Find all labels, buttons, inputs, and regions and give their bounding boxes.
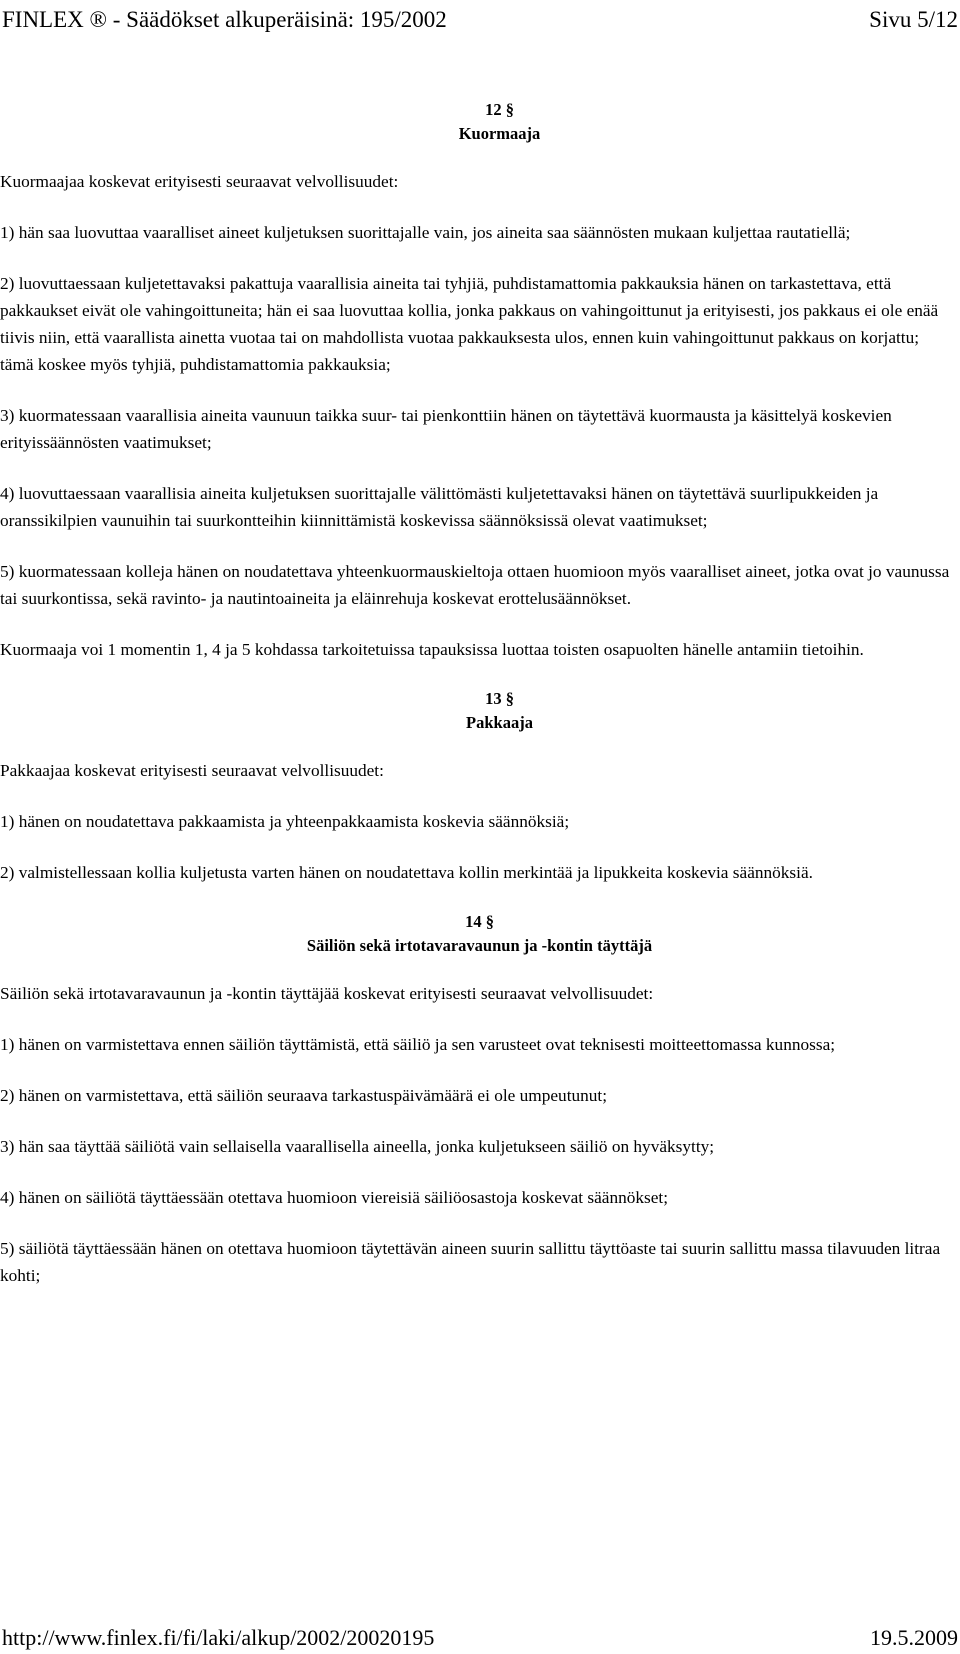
paragraph: 4) luovuttaessaan vaarallisia aineita kuljetuksen suorittajalle välittömästi kuljetettavaksi hänen on täytettävä suurlipukkeiden ja oranssikilpien vaunuihin tai suurkontteihin kiinnittämistä koskevissa säännöksissä olevat vaatimukset; [0,484,879,530]
paragraph: 1) hänen on noudatettava pakkaamista ja yhteenpakkaamista koskevia säännöksiä; [0,812,570,831]
paragraph: 4) hänen on säiliötä täyttäessään otettava huomioon viereisiä säiliöosastoja koskevat säännökset; [0,1188,669,1207]
paragraph: 2) luovuttaessaan kuljetettavaksi pakattuja vaarallisia aineita tai tyhjiä, puhdistamattomia pakkauksia hänen on tarkastettava, että pakkaukset eivät ole vahingoittuneita; hän ei saa luovuttaa kollia, jonka pakkaus on vahingoittunut ja erityisesti, jos pakkaus ei ole enää tiivis niin, että vaarallista ainetta vuotaa tai on mahdollista vuotaa pakkauksesta ulos, ennen kuin vahingoittunut pakkaus on korjattu; tämä koskee myös tyhjiä, puhdistamattomia pakkauksia; [0,274,939,374]
print-date: 19.5.2009 [870,1625,958,1650]
document-body [0,98,955,1313]
section-14-heading [0,910,955,958]
section-14-number: 14 [465,912,482,931]
section-sign-icon: § [505,100,514,119]
paragraph: Säiliön sekä irtotavaravaunun ja -kontin täyttäjää koskevat erityisesti seuraavat velvollisuudet: [0,984,654,1003]
section-13-title: Pakkaaja [466,713,533,732]
section-12-heading [40,98,955,146]
section-13-number-line [44,687,955,711]
page-number: Sivu 5/12 [869,7,958,32]
section-sign-icon: § [485,912,494,931]
paragraph: 3) hän saa täyttää säiliötä vain sellaisella vaarallisella aineella, jonka kuljetukseen säiliö on hyväksytty; [0,1137,715,1156]
page-footer [0,1622,960,1654]
paragraph: Pakkaajaa koskevat erityisesti seuraavat velvollisuudet: [0,761,384,780]
section-13-number: 13 [485,689,502,708]
section-12-number: 12 [485,100,502,119]
section-14-number-line [4,910,955,934]
paragraph: 2) valmistellessaan kollia kuljetusta varten hänen on noudatettava kollin merkintää ja lipukkeita koskevia säännöksiä. [0,863,813,882]
paragraph: Kuormaaja voi 1 momentin 1, 4 ja 5 kohdassa tarkoitetuissa tapauksissa luottaa toisten osapuolten hänelle antamiin tietoihin. [0,640,864,659]
section-14-title: Säiliön sekä irtotavaravaunun ja -kontin täyttäjä [306,936,653,955]
page-header [0,0,960,40]
paragraph: 1) hänen on varmistettava ennen säiliön täyttämistä, että säiliö ja sen varusteet ovat teknisesti moitteettomassa kunnossa; [0,1035,836,1054]
paragraph: 3) kuormatessaan vaarallisia aineita vaunuun taikka suur- tai pienkonttiin hänen on täytettävä kuormausta ja käsittelyä koskevien erityissäännösten vaatimukset; [0,406,892,452]
section-sign-icon: § [505,689,514,708]
source-url: http://www.finlex.fi/fi/laki/alkup/2002/20020195 [2,1625,435,1650]
paragraph: 1) hän saa luovuttaa vaaralliset aineet kuljetuksen suorittajalle vain, jos aineita saa säännösten mukaan kuljettaa rautatiellä; [0,223,851,242]
paragraph: 2) hänen on varmistettava, että säiliön seuraava tarkastuspäivämäärä ei ole umpeutunut; [0,1086,608,1105]
section-12-title: Kuormaaja [458,124,541,143]
paragraph: Kuormaajaa koskevat erityisesti seuraavat velvollisuudet: [0,172,399,191]
section-12-number-line [44,98,955,122]
section-13-heading [40,687,955,735]
document-title: FINLEX ® - Säädökset alkuperäisinä: 195/2002 [2,7,447,32]
paragraph: 5) säiliötä täyttäessään hänen on otettava huomioon täytettävän aineen suurin sallittu täyttöaste tai suurin sallittu massa tilavuuden litraa kohti; [0,1239,941,1285]
paragraph: 5) kuormatessaan kolleja hänen on noudatettava yhteenkuormauskieltoja ottaen huomioon myös vaaralliset aineet, jotka ovat jo vaunussa tai suurkontissa, sekä ravinto- ja nautintoaineita ja eläinrehuja koskevat erottelusäännökset. [0,562,950,608]
